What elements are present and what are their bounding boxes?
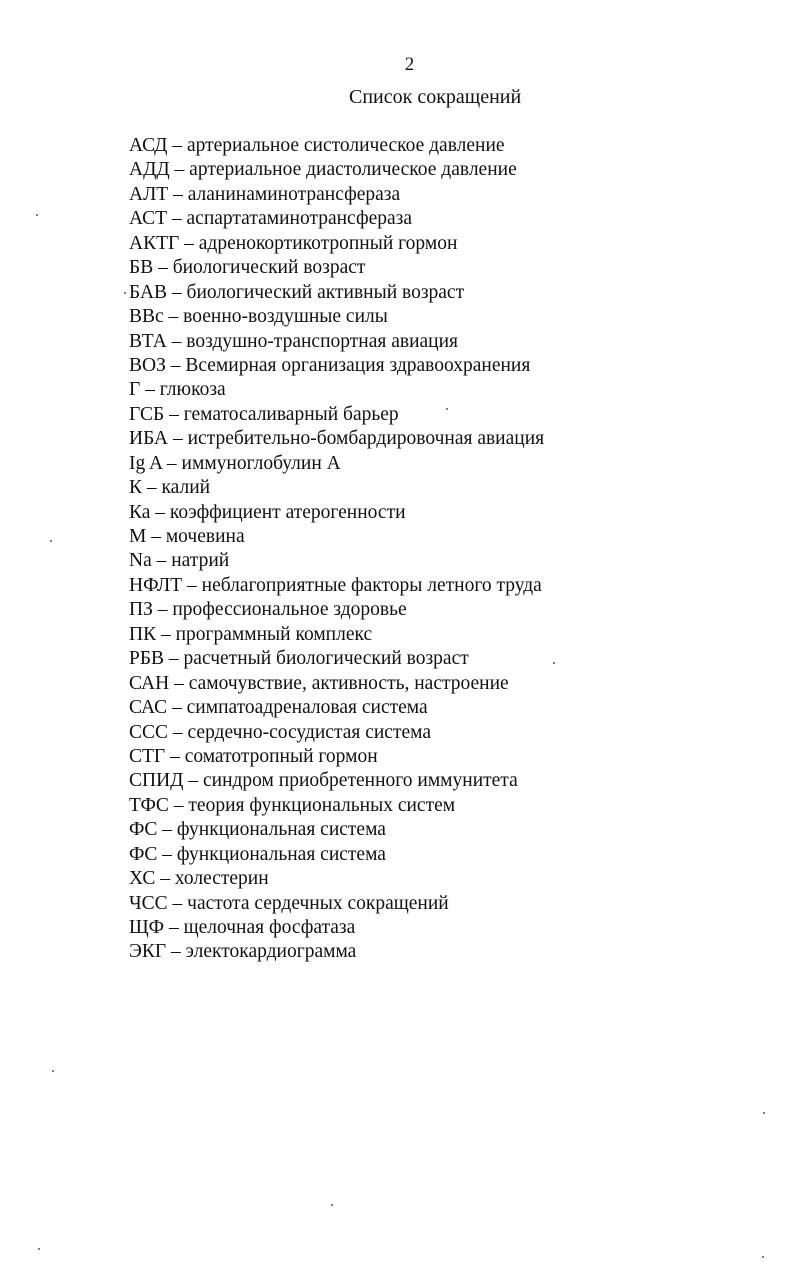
abbreviation-item: ГСБ – гематосаливарный барьер xyxy=(129,403,399,425)
scan-speck xyxy=(52,1070,54,1072)
abbreviation-item: Г – глюкоза xyxy=(129,379,226,401)
abbreviation-item: РБВ – расчетный биологический возраст xyxy=(129,648,469,670)
abbreviation-item: ССС – сердечно-сосудистая система xyxy=(129,721,432,743)
scan-speck xyxy=(50,540,52,542)
abbreviation-item: К – калий xyxy=(129,477,211,499)
abbreviation-item: Ка – коэффициент атерогенности xyxy=(129,501,406,523)
scan-speck xyxy=(124,292,126,294)
abbreviation-item: ВВс – военно-воздушные силы xyxy=(129,306,388,328)
abbreviation-item: ВТА – воздушно-транспортная авиация xyxy=(129,330,458,352)
abbreviation-item: БАВ – биологический активный возраст xyxy=(129,281,465,303)
abbreviation-item: БВ – биологический возраст xyxy=(129,257,366,279)
abbreviation-item: ЭКГ – электокардиограмма xyxy=(129,941,357,963)
abbreviation-item: ТФС – теория функциональных систем xyxy=(129,794,456,816)
abbreviation-item: ПК – программный комплекс xyxy=(129,623,373,645)
abbreviation-list xyxy=(129,134,544,965)
abbreviation-item: СТГ – соматотропный гормон xyxy=(129,745,378,767)
abbreviation-item: СПИД – синдром приобретенного иммунитета xyxy=(129,770,518,792)
abbreviation-item: ИБА – истребительно-бомбардировочная авиация xyxy=(129,428,545,450)
scan-speck xyxy=(36,214,38,216)
page-number: 2 xyxy=(404,54,415,75)
scan-speck xyxy=(38,1248,40,1250)
abbreviation-item: АСТ – аспартатаминотрансфераза xyxy=(129,208,412,230)
abbreviation-item: ЧСС – частота сердечных сокращений xyxy=(129,892,449,914)
abbreviation-item: ФС – функциональная система xyxy=(129,819,386,841)
abbreviation-item: АКТГ – адренокортикотропный гормон xyxy=(129,232,458,254)
abbreviation-item: АЛТ – аланинаминотрансфераза xyxy=(129,183,401,205)
scan-speck xyxy=(762,1256,764,1258)
abbreviation-item: АСД – артериальное систолическое давление xyxy=(129,135,505,156)
abbreviation-item: Na – натрий xyxy=(129,550,230,572)
abbreviation-item: ПЗ – профессиональное здоровье xyxy=(129,599,407,621)
abbreviation-item: НФЛТ – неблагоприятные факторы летного труда xyxy=(129,574,542,596)
abbreviation-item: М – мочевина xyxy=(129,526,245,547)
scan-speck xyxy=(553,662,555,664)
scan-speck xyxy=(763,1112,765,1114)
scan-speck xyxy=(446,408,448,410)
abbreviation-item: ЩФ – щелочная фосфатаза xyxy=(129,917,356,938)
scan-speck xyxy=(331,1204,333,1206)
abbreviation-item: САН – самочувствие, активность, настроение xyxy=(129,672,509,694)
abbreviation-item: ВОЗ – Всемирная организация здравоохранения xyxy=(129,354,531,376)
abbreviation-item: САС – симпатоадреналовая система xyxy=(129,697,428,719)
abbreviation-item: ФС – функциональная система xyxy=(129,843,386,865)
abbreviation-item: Ig A – иммуноглобулин А xyxy=(129,452,341,474)
page-title: Список сокращений xyxy=(349,86,522,108)
abbreviation-item: ХС – холестерин xyxy=(129,868,269,890)
abbreviation-item: АДД – артериальное диастолическое давление xyxy=(129,159,517,181)
